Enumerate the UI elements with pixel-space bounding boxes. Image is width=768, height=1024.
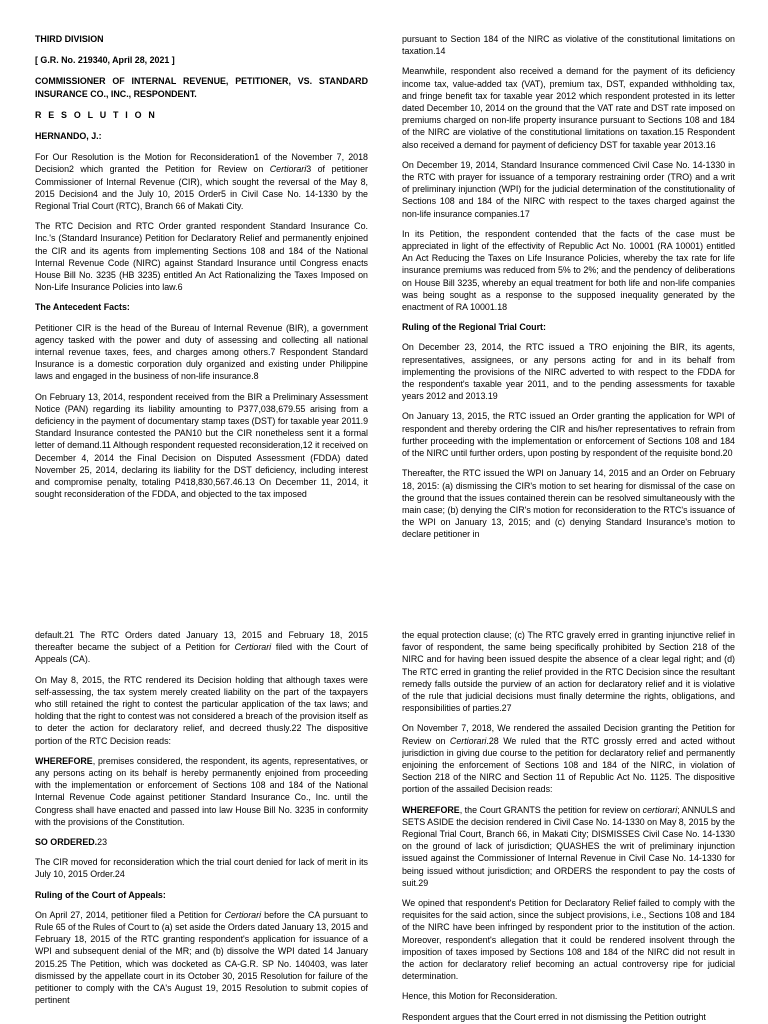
paragraph: For Our Resolution is the Motion for Reconsideration1 of the November 7, 2018 Decision2 which granted the Petition for Review on Certiorari3 of petitioner Commissioner of Internal Revenue (CIR), which sought the reversal of the May 8, 2015 Decision4 and the July 10, 2015 Order5 in Civil Case No. 14-1330 by the Regional Trial Court (RTC), Branch 66 of Makati City. <box>35 152 368 212</box>
case-parties: COMMISSIONER OF INTERNAL REVENUE, PETITIONER, VS. STANDARD INSURANCE CO., INC., RESPONDENT. <box>35 76 368 99</box>
paragraph: pursuant to Section 184 of the NIRC as violative of the constitutional limitations on taxation.14 <box>402 34 735 57</box>
paragraph: Hence, this Motion for Reconsideration. <box>402 991 558 1002</box>
paragraph: On February 13, 2014, respondent received from the BIR a Preliminary Assessment Notice (PAN) regarding its liability amounting to P377,038,679.55 arising from a deficiency in the payment of documentary stamp taxes (DST) for taxable year 2011.9 Standard Insurance contested the PAN10 but the CIR nonetheless sent it a formal letter of demand.11 Although respondent requested reconsideration,12 it received on December 4, 2014 the Final Decision on Disputed Assessment (FDDA) dated November 25, 2014, declaring its liability for the DST deficiency, including interest and compromise penalty, totaling P418,830,567.46.13 On December 11, 2014, it sought reconsideration of the FDDA, and objected to the tax imposed <box>35 391 368 500</box>
page-break <box>0 560 768 620</box>
paragraph: The CIR moved for reconsideration which the trial court denied for lack of merit in its July 10, 2015 Order.24 <box>35 857 368 880</box>
so-ordered: SO ORDERED.23 <box>35 837 108 848</box>
paragraph: On April 27, 2014, petitioner filed a Petition for Certiorari before the CA pursuant to Rule 65 of the Rules of Court to (a) set aside the Orders dated January 13, 2015 and February 18, 2015 of the RTC granting respondent's application for issuance of a WPI and subsequent denial of the MR; and (b) dissolve the WPI dated 14 January 2015.25 The Petition, which was docketed as CA-G.R. SP No. 140403, was later dismissed by the appellate court in its October 30, 2015 Resolution for failure of the petitioner to comply with the CA's August 19, 2015 Resolution to submit copies of pertinent <box>35 909 368 1006</box>
paragraph: We opined that respondent's Petition for Declaratory Relief failed to comply with the requisites for the said action, since the subject provisions, i.e., Sections 108 and 184 of the NIRC have been infringed by respondent prior to the institution of the action. Moreover, respondent's allegation that it could be rendered insolvent through the imposition of taxes imposed by Sections 108 and 184 of the NIRC did not result in the action for declaratory relief becoming an actual controversy ripe for judicial determination. <box>402 898 735 982</box>
paragraph: Respondent argues that the Court erred in not dismissing the Petition outright <box>402 1011 706 1022</box>
paragraph: On January 13, 2015, the RTC issued an Order granting the application for WPI of respondent and thereby ordering the CIR and his/her representatives to refrain from further proceeding with the implementation or enforcement of Sections 108 and 184 of the NIRC until further orders, upon posting by respondent of the requisite bond.20 <box>402 411 735 459</box>
section-heading: Ruling of the Court of Appeals: <box>35 889 166 900</box>
dispositive-quote: WHEREFORE, the Court GRANTS the petition for review on certiorari; ANNULS and SETS ASIDE the decision rendered in Civil Case No. 14-1330 on May 8, 2015 by the Regional Trial Court, Branch 66, in Makati City; DISMISSES Civil Case No. 14-1330 on the ground of lack of jurisdiction; QUASHES the writ of preliminary injunction issued against the Commissioner of Internal Revenue in Civil Case No. 14-1330 for being issued without jurisdiction; and ORDERS the respondent to pay the costs of suit.29 <box>402 804 735 888</box>
section-heading: The Antecedent Facts: <box>35 302 130 313</box>
paragraph: the equal protection clause; (c) The RTC gravely erred in granting injunctive relief in favor of respondent, the same being specifically prohibited by Section 218 of the NIRC and for having been issued despite the absence of a clear legal right; and (d) The RTC erred in granting the relief provided in the RTC Decision since the resultant remedy falls outside the purview of an action for declaratory relief and it is violative of the rule that judicial decisions must finally determine the rights, obligations, and responsibilities of parties.27 <box>402 630 735 714</box>
paragraph: default.21 The RTC Orders dated January 13, 2015 and February 18, 2015 thereafter became the subject of a Petition for Certiorari filed with the Court of Appeals (CA). <box>35 630 368 665</box>
resolution-heading: R E S O L U T I O N <box>35 109 158 120</box>
paragraph: In its Petition, the respondent contended that the facts of the case must be appreciated in light of the effectivity of Republic Act No. 10001 (RA 10001) entitled An Act Reducing the Taxes on Life Insurance Policies, whereby the tax rate for life insurance premiums was reduced from 5% to 2%; and the pendency of deliberations on House Bill 3235, whereby an equal treatment for both life and non-life companies was being sought as a response to the supposed inequality generated by the enactment of RA 10001.18 <box>402 228 735 313</box>
paragraph: The RTC Decision and RTC Order granted respondent Standard Insurance Co. Inc.'s (Standard Insurance) Petition for Declaratory Relief and permanently enjoined the CIR and its agents from implementing Sections 108 and 184 of the National Internal Revenue Code (NIRC) against Standard Insurance until Congress enacts House Bill No. 3235 (HB 3235) entitled An Act Rationalizing the Taxes Imposed on Non-Life Insurance Policies into law.6 <box>35 221 368 293</box>
page2-right-column <box>402 629 735 1024</box>
page2-left-column <box>35 629 368 1024</box>
case-number: [ G.R. No. 219340, April 28, 2021 ] <box>35 55 175 66</box>
paragraph: Thereafter, the RTC issued the WPI on January 14, 2015 and an Order on February 18, 2015: (a) dismissing the CIR's motion to set hearing for dismissal of the case on the ground that the issues contained therein can be resolved simultaneously with the main case; (b) denying the CIR's motion for reconsideration to the RTC's issuance of the WPI on January 13, 2015; and (c) denying Standard Insurance's motion to declare petitioner in <box>402 468 735 540</box>
page1-left-column <box>35 33 368 538</box>
paragraph: On November 7, 2018, We rendered the assailed Decision granting the Petition for Review on Certiorari.28 We ruled that the RTC grossly erred and acted without jurisdiction in giving due course to the petition for declaratory relief and permanently enjoining the enforcement of Sections 108 and 184 of the NIRC, in violation of Section 218 of the NIRC and Section 11 of Republic Act No. 1125. The dispositive portion of the assailed Decision reads: <box>402 723 735 795</box>
paragraph: On December 23, 2014, the RTC issued a TRO enjoining the BIR, its agents, representatives, assignees, or any persons acting for and in its behalf from implementing the provisions of the NIRC adverted to with respect to the FDDA for the respondent's taxable year 2011, and to the pending assessments for taxable years 2012 and 2013.19 <box>402 342 735 402</box>
paragraph: Petitioner CIR is the head of the Bureau of Internal Revenue (BIR), a government agency tasked with the power and duty of assessing and collecting all national internal revenue taxes, fees, and charges among others.7 Respondent Standard Insurance is a domestic corporation duly organized and existing under Philippine laws and engaged in the business of non-life insurance.8 <box>35 322 368 382</box>
page1-right-column <box>402 33 735 558</box>
section-heading: Ruling of the Regional Trial Court: <box>402 322 546 333</box>
division-heading: THIRD DIVISION <box>35 34 104 44</box>
paragraph: On December 19, 2014, Standard Insurance commenced Civil Case No. 14-1330 in the RTC with prayer for issuance of a temporary restraining order (TRO) and a writ of preliminary injunction (WPI) for the judicial determination of the constitutionality of Sections 108 and 184 of the NIRC with respect to the taxes charged against the non-life insurance companies.17 <box>402 159 735 219</box>
ponente: HERNANDO, J.: <box>35 131 102 142</box>
paragraph: Meanwhile, respondent also received a demand for the payment of its deficiency income tax, value-added tax (VAT), premium tax, DST, expanded withholding tax, and fringe benefit tax for taxable year 2012 which respondent protested in its letter dated December 10, 2014 on the ground that the VAT rate and DST rate imposed on premiums charged on non-life property insurance pursuant to Sections 108 and 184 of the NIRC are violative of the constitutional limitations on taxation.15 Respondent also received a demand for payment of deficiency DST for taxable year 2013.16 <box>402 66 735 150</box>
dispositive-quote: WHEREFORE, premises considered, the respondent, its agents, representatives, or any persons acting on its behalf is hereby permanently enjoined from proceeding with the implementation or enforcement of Sections 108 and 184 of the National Internal Revenue Code against petitioner Standard Insurance Co., Inc. until the Congress shall have enacted and passed into law House Bill No. 3235 in conformity with the provisions of the Constitution. <box>35 755 368 827</box>
paragraph: On May 8, 2015, the RTC rendered its Decision holding that although taxes were self-assessing, the tax system merely created liability on the part of the taxpayers who still retained the right to contest the particular application of the tax laws; and holding that the right to contest was not considered a breach of the provision itself as to deter the action for declaratory relief, and decreed thusly.22 The dispositive portion of the RTC Decision reads: <box>35 674 368 746</box>
